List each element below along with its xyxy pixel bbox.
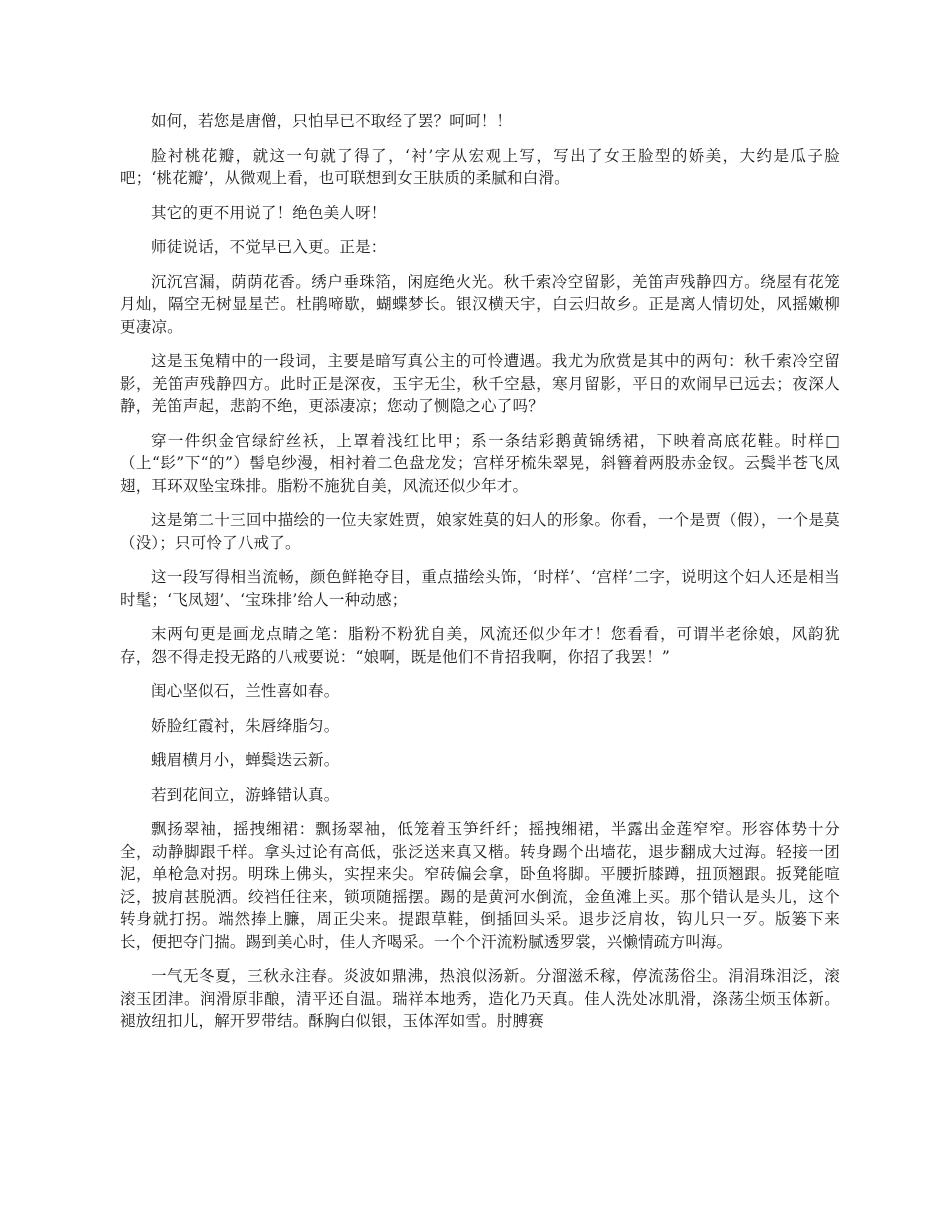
paragraph: 师徒说话，不觉早已入更。正是： <box>151 238 387 256</box>
paragraph: 沉沉宫漏，荫荫花香。绣户垂珠箔，闲庭绝火光。秋千索冷空留影，羌笛声残静四方。绕屋有花笼月灿，隔空无树显星芒。杜鹃啼歇，蝴蝶梦长。银汉横天宇，白云归故乡。正是离人情切处，风摇嫩柳更凄凉。 <box>120 272 840 336</box>
paragraph: 穿一件织金官绿紵丝袄，上罩着浅红比甲；系一条结彩鹅黄锦绣裙，下映着高底花鞋。时样□（上“髟”下“的”）髻皂纱漫，相衬着二色盘龙发；宫样牙梳朱翠晃，斜簪着两股赤金钗。云鬓半苍飞凤翅，耳环双坠宝珠排。脂粉不施犹自美，风流还似少年才。 <box>120 431 840 495</box>
poem-line: 若到花间立，游蜂错认真。 <box>151 785 340 804</box>
paragraph: 脸衬桃花瓣，就这一句就了得了，‘衬’字从宏观上写，写出了女王脸型的娇美，大约是瓜子脸吧；‘桃花瓣’，从微观上看，也可联想到女王肤质的柔腻和白滑。 <box>120 146 840 187</box>
poem-line: 闺心坚似石，兰性喜如春。 <box>151 682 340 700</box>
poem-line: 娇脸红霞衬，朱唇绛脂匀。 <box>151 716 340 735</box>
paragraph: 这是玉兔精中的一段词，主要是暗写真公主的可怜遭遇。我尤为欣赏是其中的两句：秋千索冷空留影，羌笛声残静四方。此时正是深夜，玉宇无尘，秋千空悬，寒月留影，平日的欢闹早已远去；夜深人静，羌笛声起，悲韵不绝，更添凄凉；您动了恻隐之心了吗？ <box>120 352 840 415</box>
paragraph: 这是第二十三回中描绘的一位夫家姓贾，娘家姓莫的妇人的形象。你看，一个是贾（假），一个是莫（没）；只可怜了八戒了。 <box>120 511 840 552</box>
paragraph: 末两句更是画龙点睛之笔：脂粉不粉犹自美，风流还似少年才！您看看，可谓半老徐娘，风韵犹存，怨不得走投无路的八戒要说：“娘啊，既是他们不肯招我啊，你招了我罢！” <box>120 625 840 666</box>
paragraph: 一气无冬夏，三秋永注春。炎波如鼎沸，热浪似汤新。分溜滋禾稼，停流荡俗尘。涓涓珠泪泛，滚滚玉团津。润滑原非酿，清平还自温。瑞祥本地秀，造化乃天真。佳人洗处冰肌滑，涤荡尘烦玉体新。褪放纽扣儿，解开罗带结。酥胸白似银，玉体浑如雪。肘膊赛 <box>120 967 840 1030</box>
paragraph: 其它的更不用说了！绝色美人呀！ <box>151 203 387 222</box>
paragraph: 这一段写得相当流畅，颜色鲜艳夺目，重点描绘头饰，‘时样’、‘宫样’二字，说明这个妇人还是相当时髦；‘飞凤翅’、‘宝珠排’给人一种动感； <box>120 568 840 609</box>
paragraph: 飘扬翠袖，摇拽缃裙：飘扬翠袖，低笼着玉笋纤纤；摇拽缃裙，半露出金莲窄窄。形容体势十分全，动静脚跟千样。拿头过论有高低，张泛送来真又楷。转身踢个出墙花，退步翻成大过海。轻接一团泥，单枪急对拐。明珠上佛头，实捏来尖。窄砖偏会拿，卧鱼将脚。平腰折膝蹲，扭顶翘跟。扳凳能喧泛，披肩甚脱洒。绞裆任往来，锁项随摇摆。踢的是黄河水倒流，金鱼滩上买。那个错认是头儿，这个转身就打拐。端然捧上臁，周正尖来。提跟草鞋，倒插回头采。退步泛肩妆，钩儿只一歹。版篓下来长，便把夺门揣。踢到美心时，佳人齐喝采。一个个汗流粉腻透罗裳，兴懒情疏方叫海。 <box>120 820 840 951</box>
paragraph: 如何，若您是唐僧，只怕早已不取经了罢？呵呵！！ <box>151 112 513 130</box>
poem-line: 蛾眉横月小，蝉鬓迭云新。 <box>151 751 340 769</box>
document-body <box>120 110 840 1045</box>
